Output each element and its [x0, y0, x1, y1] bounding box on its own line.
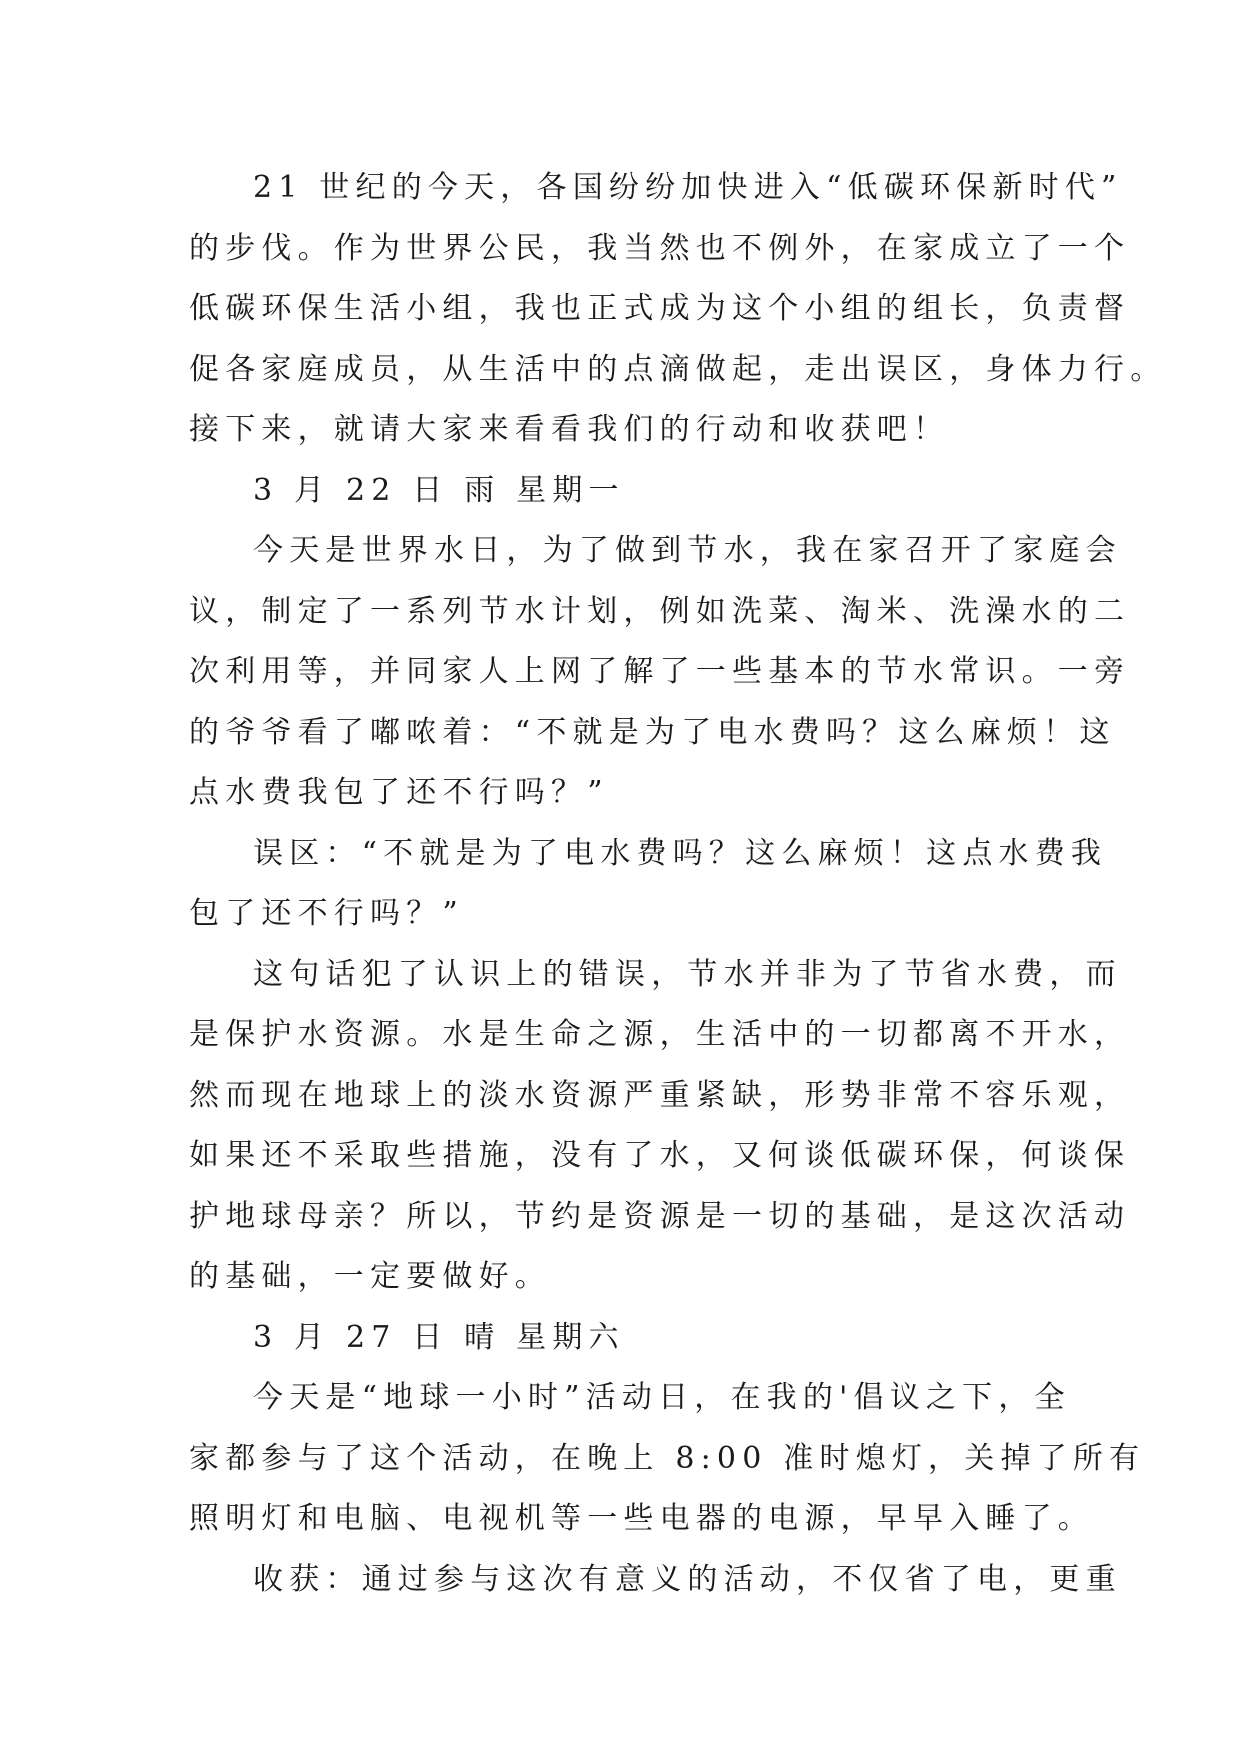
- text-line: 如果还不采取些措施，没有了水，又何谈低碳环保，何谈保: [189, 1138, 1131, 1173]
- text-line: 然而现在地球上的淡水资源严重紧缺，形势非常不容乐观，: [189, 1077, 1131, 1113]
- text-line: 包了还不行吗？”: [189, 896, 464, 931]
- text-line: 误区：“不就是为了电水费吗？这么麻烦！这点水费我: [253, 835, 1108, 871]
- text-line: 这句话犯了认识上的错误，节水并非为了节省水费，而: [253, 956, 1122, 992]
- text-line: 促各家庭成员，从生活中的点滴做起，走出误区，身体力行。: [189, 351, 1167, 387]
- text-line: 家都参与了这个活动，在晚上 8:00 准时熄灯，关掉了所有: [189, 1440, 1146, 1476]
- text-line: 次利用等，并同家人上网了解了一些基本的节水常识。一旁: [189, 654, 1131, 689]
- text-line: 议，制定了一系列节水计划，例如洗菜、淘米、洗澡水的二: [189, 593, 1131, 629]
- text-line: 今天是“地球一小时”活动日，在我的'倡议之下，全: [253, 1380, 1071, 1415]
- text-line: 照明灯和电脑、电视机等一些电器的电源，早早入睡了。: [189, 1501, 1094, 1536]
- text-line: 3 月 22 日 雨 星期一: [253, 472, 625, 508]
- text-line: 接下来，就请大家来看看我们的行动和收获吧！: [189, 412, 950, 447]
- text-line: 收获：通过参与这次有意义的活动，不仅省了电，更重: [253, 1561, 1122, 1597]
- text-line: 的基础，一定要做好。: [189, 1259, 551, 1294]
- text-line: 点水费我包了还不行吗？”: [189, 775, 609, 810]
- text-line: 低碳环保生活小组，我也正式成为这个小组的组长，负责督: [189, 291, 1131, 326]
- text-line: 护地球母亲？所以，节约是资源是一切的基础，是这次活动: [189, 1198, 1131, 1234]
- text-line: 是保护水资源。水是生命之源，生活中的一切都离不开水，: [189, 1017, 1131, 1052]
- text-line: 的步伐。作为世界公民，我当然也不例外，在家成立了一个: [189, 230, 1131, 266]
- document-body: [189, 158, 1167, 1610]
- text-line: 的爷爷看了嘟哝着：“不就是为了电水费吗？这么麻烦！这: [189, 714, 1116, 750]
- text-line: 今天是世界水日，为了做到节水，我在家召开了家庭会: [253, 533, 1122, 568]
- text-line: 21 世纪的今天，各国纷纷加快进入“低碳环保新时代”: [253, 170, 1123, 205]
- text-line: 3 月 27 日 晴 星期六: [253, 1319, 625, 1355]
